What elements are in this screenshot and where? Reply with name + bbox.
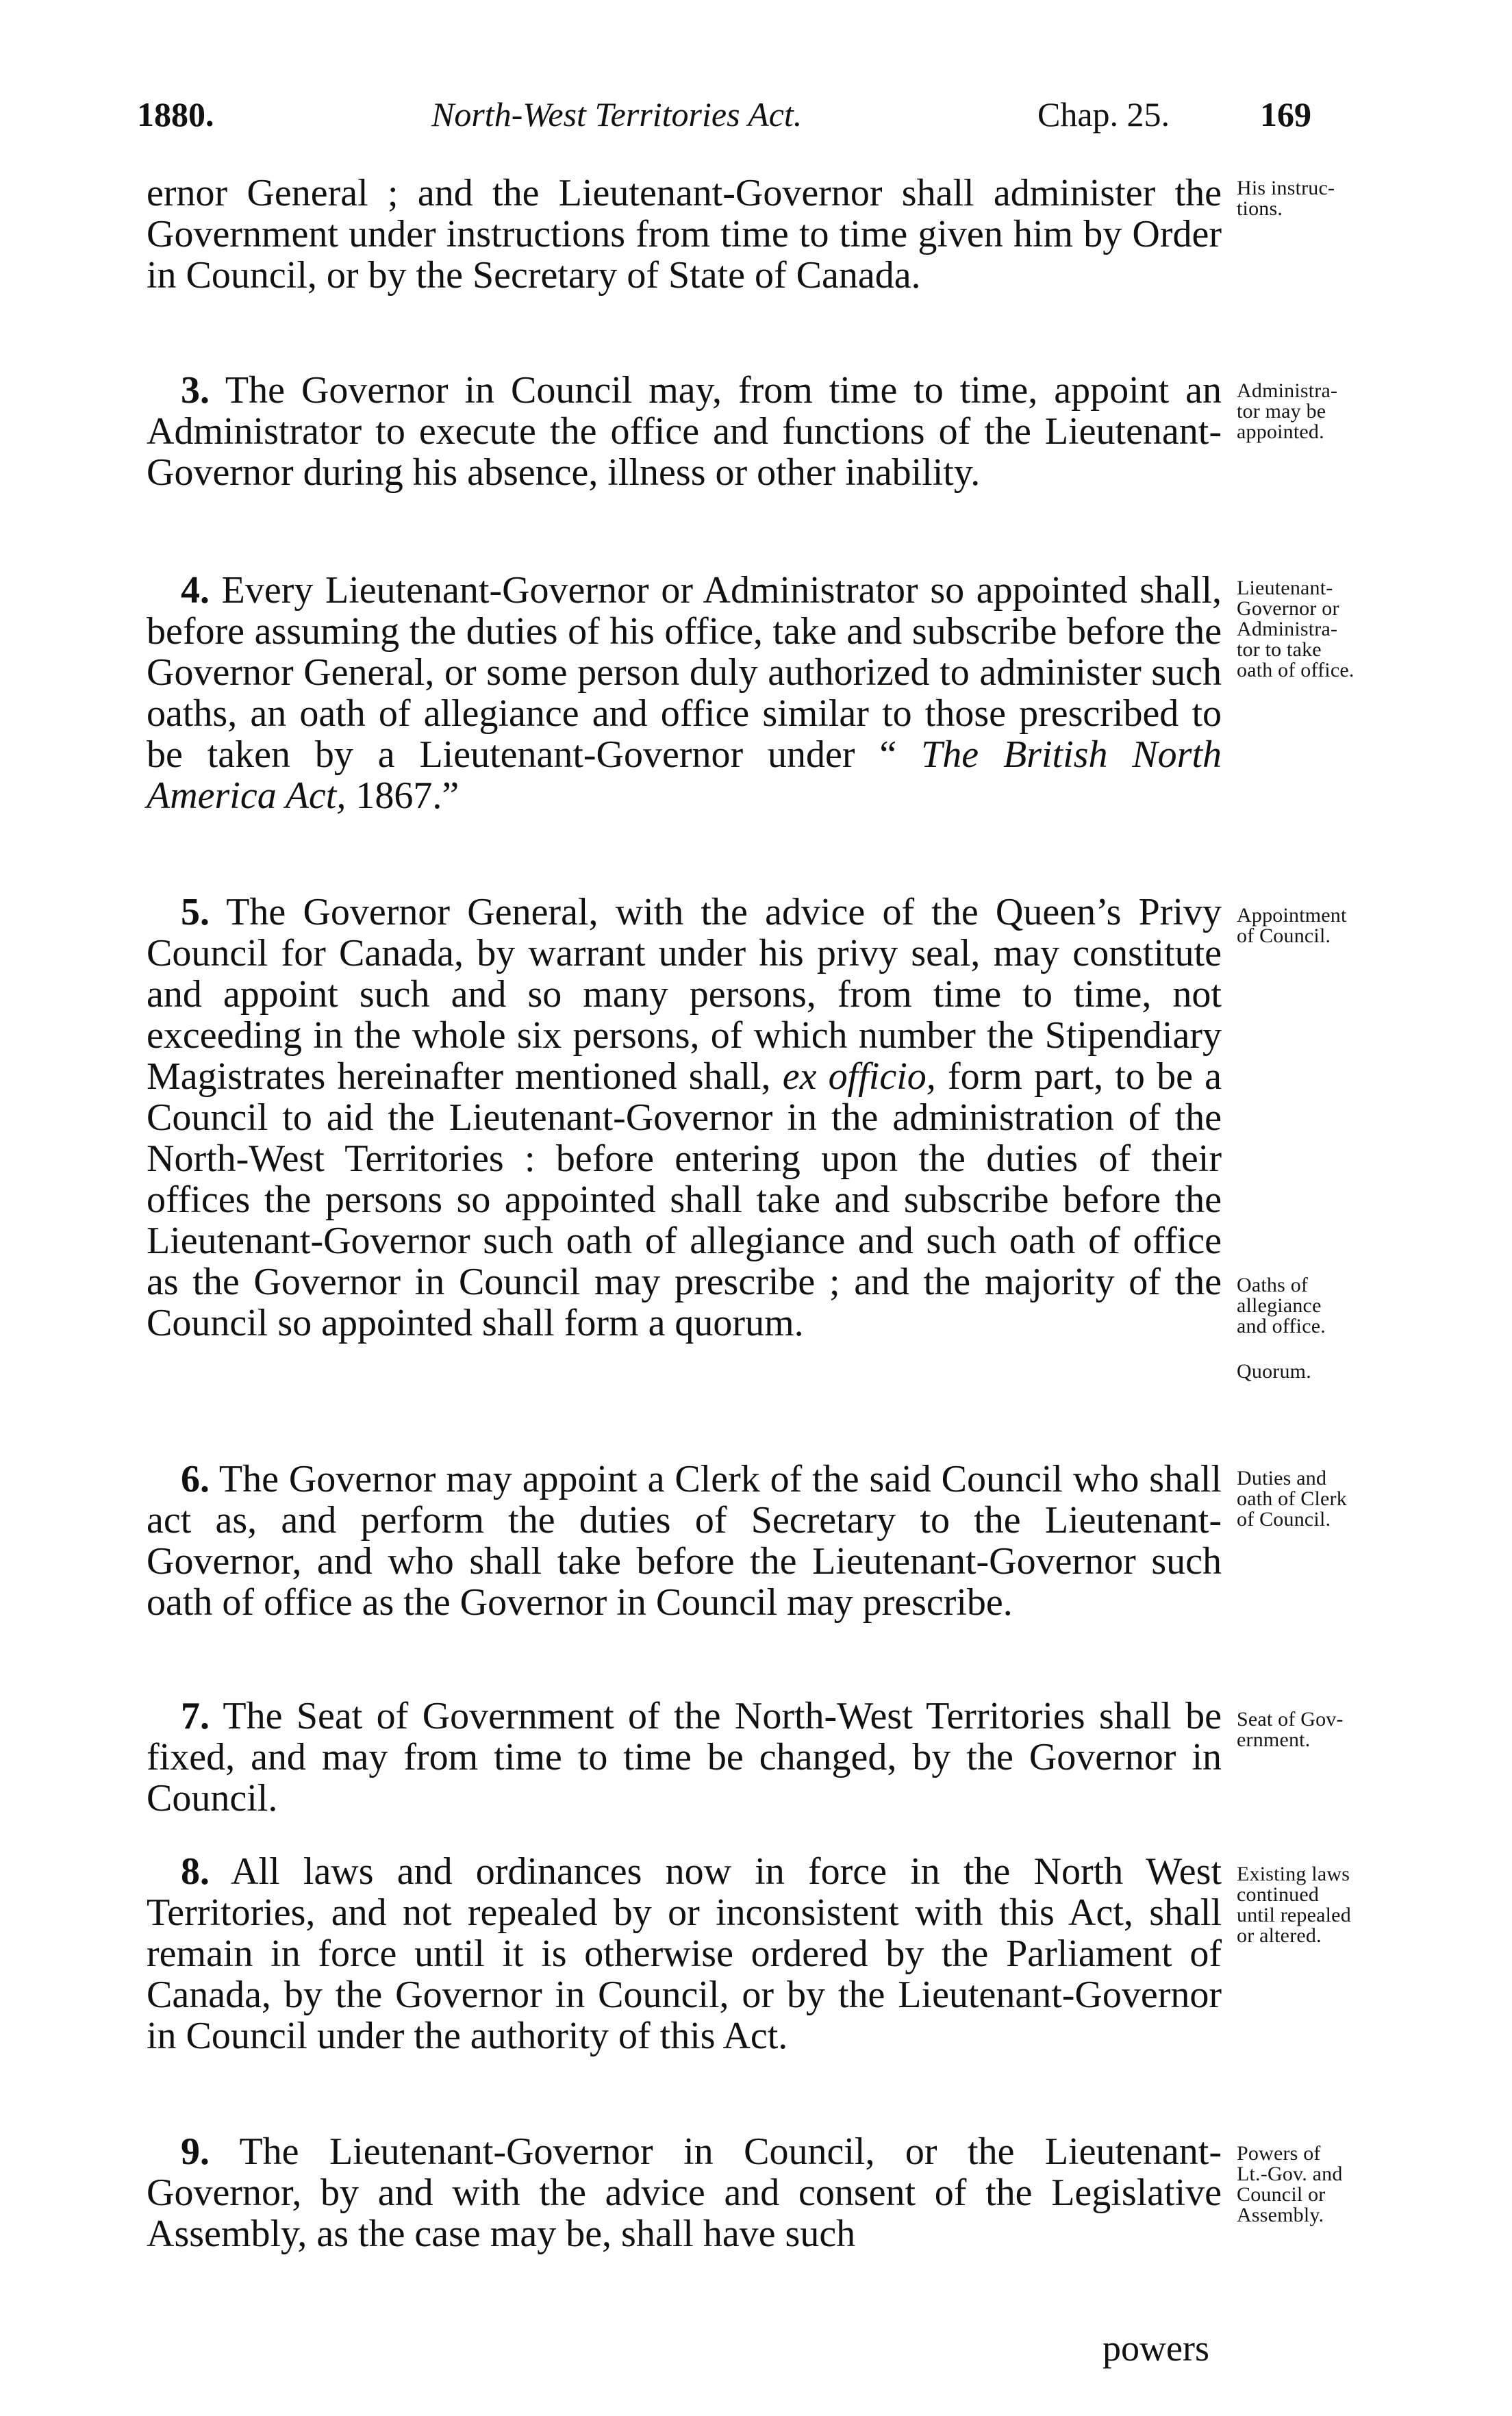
latin-italic: ex officio, <box>782 1055 936 1098</box>
marginal-line: until repealed <box>1237 1904 1351 1926</box>
section-text-end: 1867.” <box>346 775 459 817</box>
act-title-italic: The British North America Act, <box>147 733 1222 817</box>
marginal-note-council <box>1237 905 1442 946</box>
section-6 <box>147 1459 1222 1623</box>
marginal-line: allegiance <box>1237 1294 1322 1317</box>
marginal-line: tor to take <box>1237 638 1322 661</box>
marginal-line: Administra- <box>1237 618 1338 640</box>
marginal-line: Council or <box>1237 2183 1326 2206</box>
section-text-end: form part, to be a Council to aid the Lieutenant-Governor in the administration of the North-West Territories : before entering upon the duties of their offices the persons so appointed shall take and subscribe before the Lieutenant-Governor such oath of allegiance and such oath of office as the Governor in Council may prescribe ; and the majority of the Council so appointed shall form a quorum. <box>147 1055 1222 1344</box>
marginal-line: Quorum. <box>1237 1360 1311 1383</box>
marginal-note-allegiance <box>1237 1275 1442 1337</box>
section-text: The Governor may appoint a Clerk of the said Council who shall act as, and perform the duties of Secretary to the Lieutenant-Governor, and who shall take before the Lieutenant-Governor such oath of office as the Governor in Council may prescribe. <box>147 1458 1222 1624</box>
marginal-note-instructions <box>1237 178 1442 219</box>
section-text: The Lieutenant-Governor in Council, or the Lieutenant-Governor, by and with the advice and consent of the Legislative Assembly, as the case may be, shall have such <box>147 2130 1222 2255</box>
marginal-note-oath <box>1237 578 1442 681</box>
section-text: The Governor General, with the advice of the Queen’s Privy Council for Canada, by warrant under his privy seal, may constitute and appoint such and so many persons, from time to time, not exceeding in the whole six persons, of which number the Stipendiary Magistrates hereinafter mentioned shall, <box>147 891 1222 1098</box>
section-text: The Seat of Government of the North-West Territories shall be fixed, and may from time to time be changed, by the Governor in Council. <box>147 1695 1222 1820</box>
marginal-line: Seat of Gov- <box>1237 1708 1344 1731</box>
marginal-line: Existing laws <box>1237 1863 1350 1885</box>
marginal-line: Lieutenant- <box>1237 577 1333 599</box>
marginal-line: tor may be <box>1237 400 1326 423</box>
marginal-line: Administra- <box>1237 379 1338 402</box>
marginal-line: Assembly. <box>1237 2204 1324 2226</box>
marginal-line: continued <box>1237 1883 1320 1906</box>
section-number: 8. <box>181 1850 210 1893</box>
marginal-note-clerk <box>1237 1468 1442 1530</box>
running-header <box>137 90 1370 138</box>
marginal-note-existing-laws <box>1237 1864 1442 1946</box>
marginal-line: or altered. <box>1237 1924 1322 1947</box>
marginal-line: Oaths of <box>1237 1274 1309 1296</box>
section-text: Every Lieutenant-Governor or Administrator so appointed shall, before assuming the duties of his office, take and subscribe before the Governor General, or some person duly authorized to administer such oaths, an oath of allegiance and office similar to those prescribed to be taken by a Lieutenant-Governor under “ <box>147 569 1222 776</box>
marginal-note-powers <box>1237 2143 1442 2226</box>
section-number: 5. <box>181 891 210 933</box>
marginal-line: oath of Clerk <box>1237 1487 1347 1510</box>
section-8 <box>147 1851 1222 2056</box>
paragraph-continued <box>147 173 1222 296</box>
header-chapter: Chap. 25. <box>1037 95 1170 134</box>
marginal-line: ernment. <box>1237 1728 1311 1751</box>
marginal-line: and office. <box>1237 1315 1326 1337</box>
section-number: 4. <box>181 569 210 612</box>
page-number: 169 <box>1260 95 1311 134</box>
section-3 <box>147 370 1222 493</box>
marginal-line: Lt.-Gov. and <box>1237 2163 1343 2185</box>
marginal-note-seat <box>1237 1709 1442 1750</box>
section-number: 3. <box>181 369 210 412</box>
marginal-line: His instruc- <box>1237 177 1335 199</box>
section-9 <box>147 2131 1222 2254</box>
section-number: 7. <box>181 1695 210 1737</box>
marginal-note-quorum <box>1237 1361 1442 1382</box>
section-text: All laws and ordinances now in force in the North West Territories, and not repealed by or inconsistent with this Act, shall remain in force until it is otherwise ordered by the Parliament of Canada, by the Governor in Council, or by the Lieutenant-Governor in Council under the authority of this Act. <box>147 1850 1222 2057</box>
marginal-line: Governor or <box>1237 597 1339 620</box>
marginal-line: tions. <box>1237 197 1283 220</box>
section-number: 6. <box>181 1458 210 1500</box>
marginal-line: of Council. <box>1237 924 1331 947</box>
marginal-line: oath of office. <box>1237 659 1354 681</box>
section-number: 9. <box>181 2130 210 2173</box>
marginal-line: Duties and <box>1237 1467 1327 1489</box>
marginal-line: Appointment <box>1237 904 1347 927</box>
marginal-line: appointed. <box>1237 420 1324 443</box>
header-title: North-West Territories Act. <box>431 95 803 134</box>
marginal-line: Powers of <box>1237 2142 1321 2165</box>
paragraph-text: ernor General ; and the Lieutenant-Governor shall administer the Government under instructions from time to time given him by Order in Council, or by the Secretary of State of Canada. <box>147 172 1222 297</box>
marginal-note-administrator <box>1237 381 1442 442</box>
section-5 <box>147 892 1222 1344</box>
section-7 <box>147 1696 1222 1819</box>
catchword: powers <box>1102 2328 1209 2369</box>
marginal-line: of Council. <box>1237 1508 1331 1531</box>
section-4 <box>147 570 1222 816</box>
section-text: The Governor in Council may, from time to time, appoint an Administrator to execute the office and functions of the Lieutenant-Governor during his absence, illness or other inability. <box>147 369 1222 494</box>
header-year: 1880. <box>137 95 214 134</box>
